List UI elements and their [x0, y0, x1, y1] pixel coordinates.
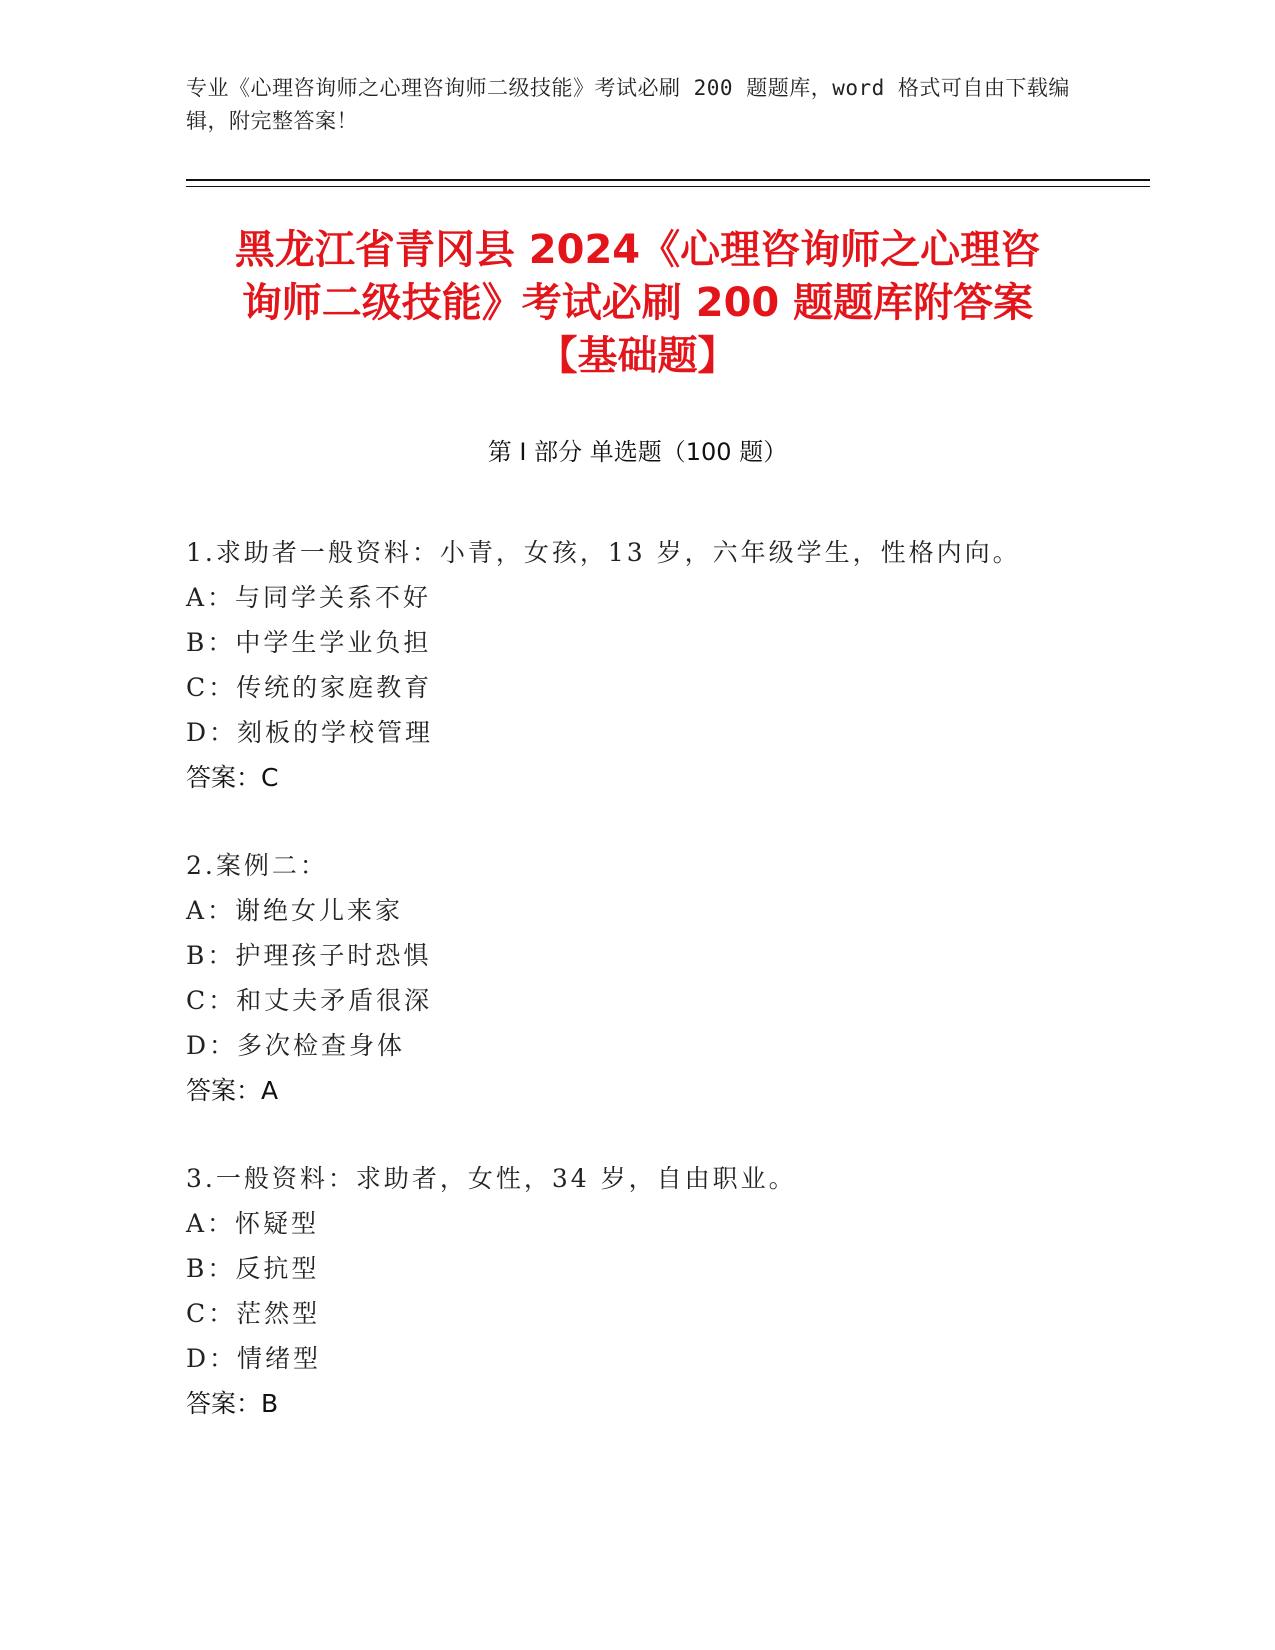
question-stem: 1.求助者一般资料：小青，女孩，13 岁，六年级学生，性格内向。 [186, 538, 1021, 567]
header-rule-thick [186, 179, 1150, 181]
title-line-1: 黑龙江省青冈县 2024《心理咨询师之心理咨 [234, 227, 1041, 273]
question-stem: 3.一般资料：求助者，女性，34 岁，自由职业。 [186, 1164, 797, 1193]
option-b: B：反抗型 [186, 1254, 320, 1283]
question-item [186, 1156, 1146, 1426]
answer: 答案：C [186, 763, 279, 792]
document-title [150, 224, 1125, 383]
option-c: C：茫然型 [186, 1299, 321, 1328]
question-stem: 2.案例二： [186, 851, 328, 880]
question-item [186, 843, 1146, 1113]
section-heading: 第 I 部分 单选题（100 题） [487, 438, 788, 466]
option-d: D：情绪型 [186, 1344, 322, 1373]
option-b: B：中学生学业负担 [186, 628, 432, 657]
option-d: D：多次检查身体 [186, 1031, 406, 1060]
question-item [186, 530, 1146, 800]
option-a: A：怀疑型 [186, 1209, 320, 1238]
option-c: C：和丈夫矛盾很深 [186, 986, 433, 1015]
answer: 答案：A [186, 1076, 279, 1105]
answer: 答案：B [186, 1389, 279, 1418]
header-note: 专业《心理咨询师之心理咨询师二级技能》考试必刷 200 题题库，word 格式可自由下载编辑，附完整答案！ [186, 76, 1070, 133]
option-a: A：与同学关系不好 [186, 583, 432, 612]
title-line-2: 询师二级技能》考试必刷 200 题题库附答案 [241, 280, 1034, 326]
option-c: C：传统的家庭教育 [186, 673, 433, 702]
option-a: A：谢绝女儿来家 [186, 896, 404, 925]
title-line-3: 【基础题】 [537, 333, 738, 379]
option-d: D：刻板的学校管理 [186, 718, 434, 747]
option-b: B：护理孩子时恐惧 [186, 941, 432, 970]
question-list [186, 530, 1146, 1469]
header-rule-thin [186, 186, 1150, 187]
